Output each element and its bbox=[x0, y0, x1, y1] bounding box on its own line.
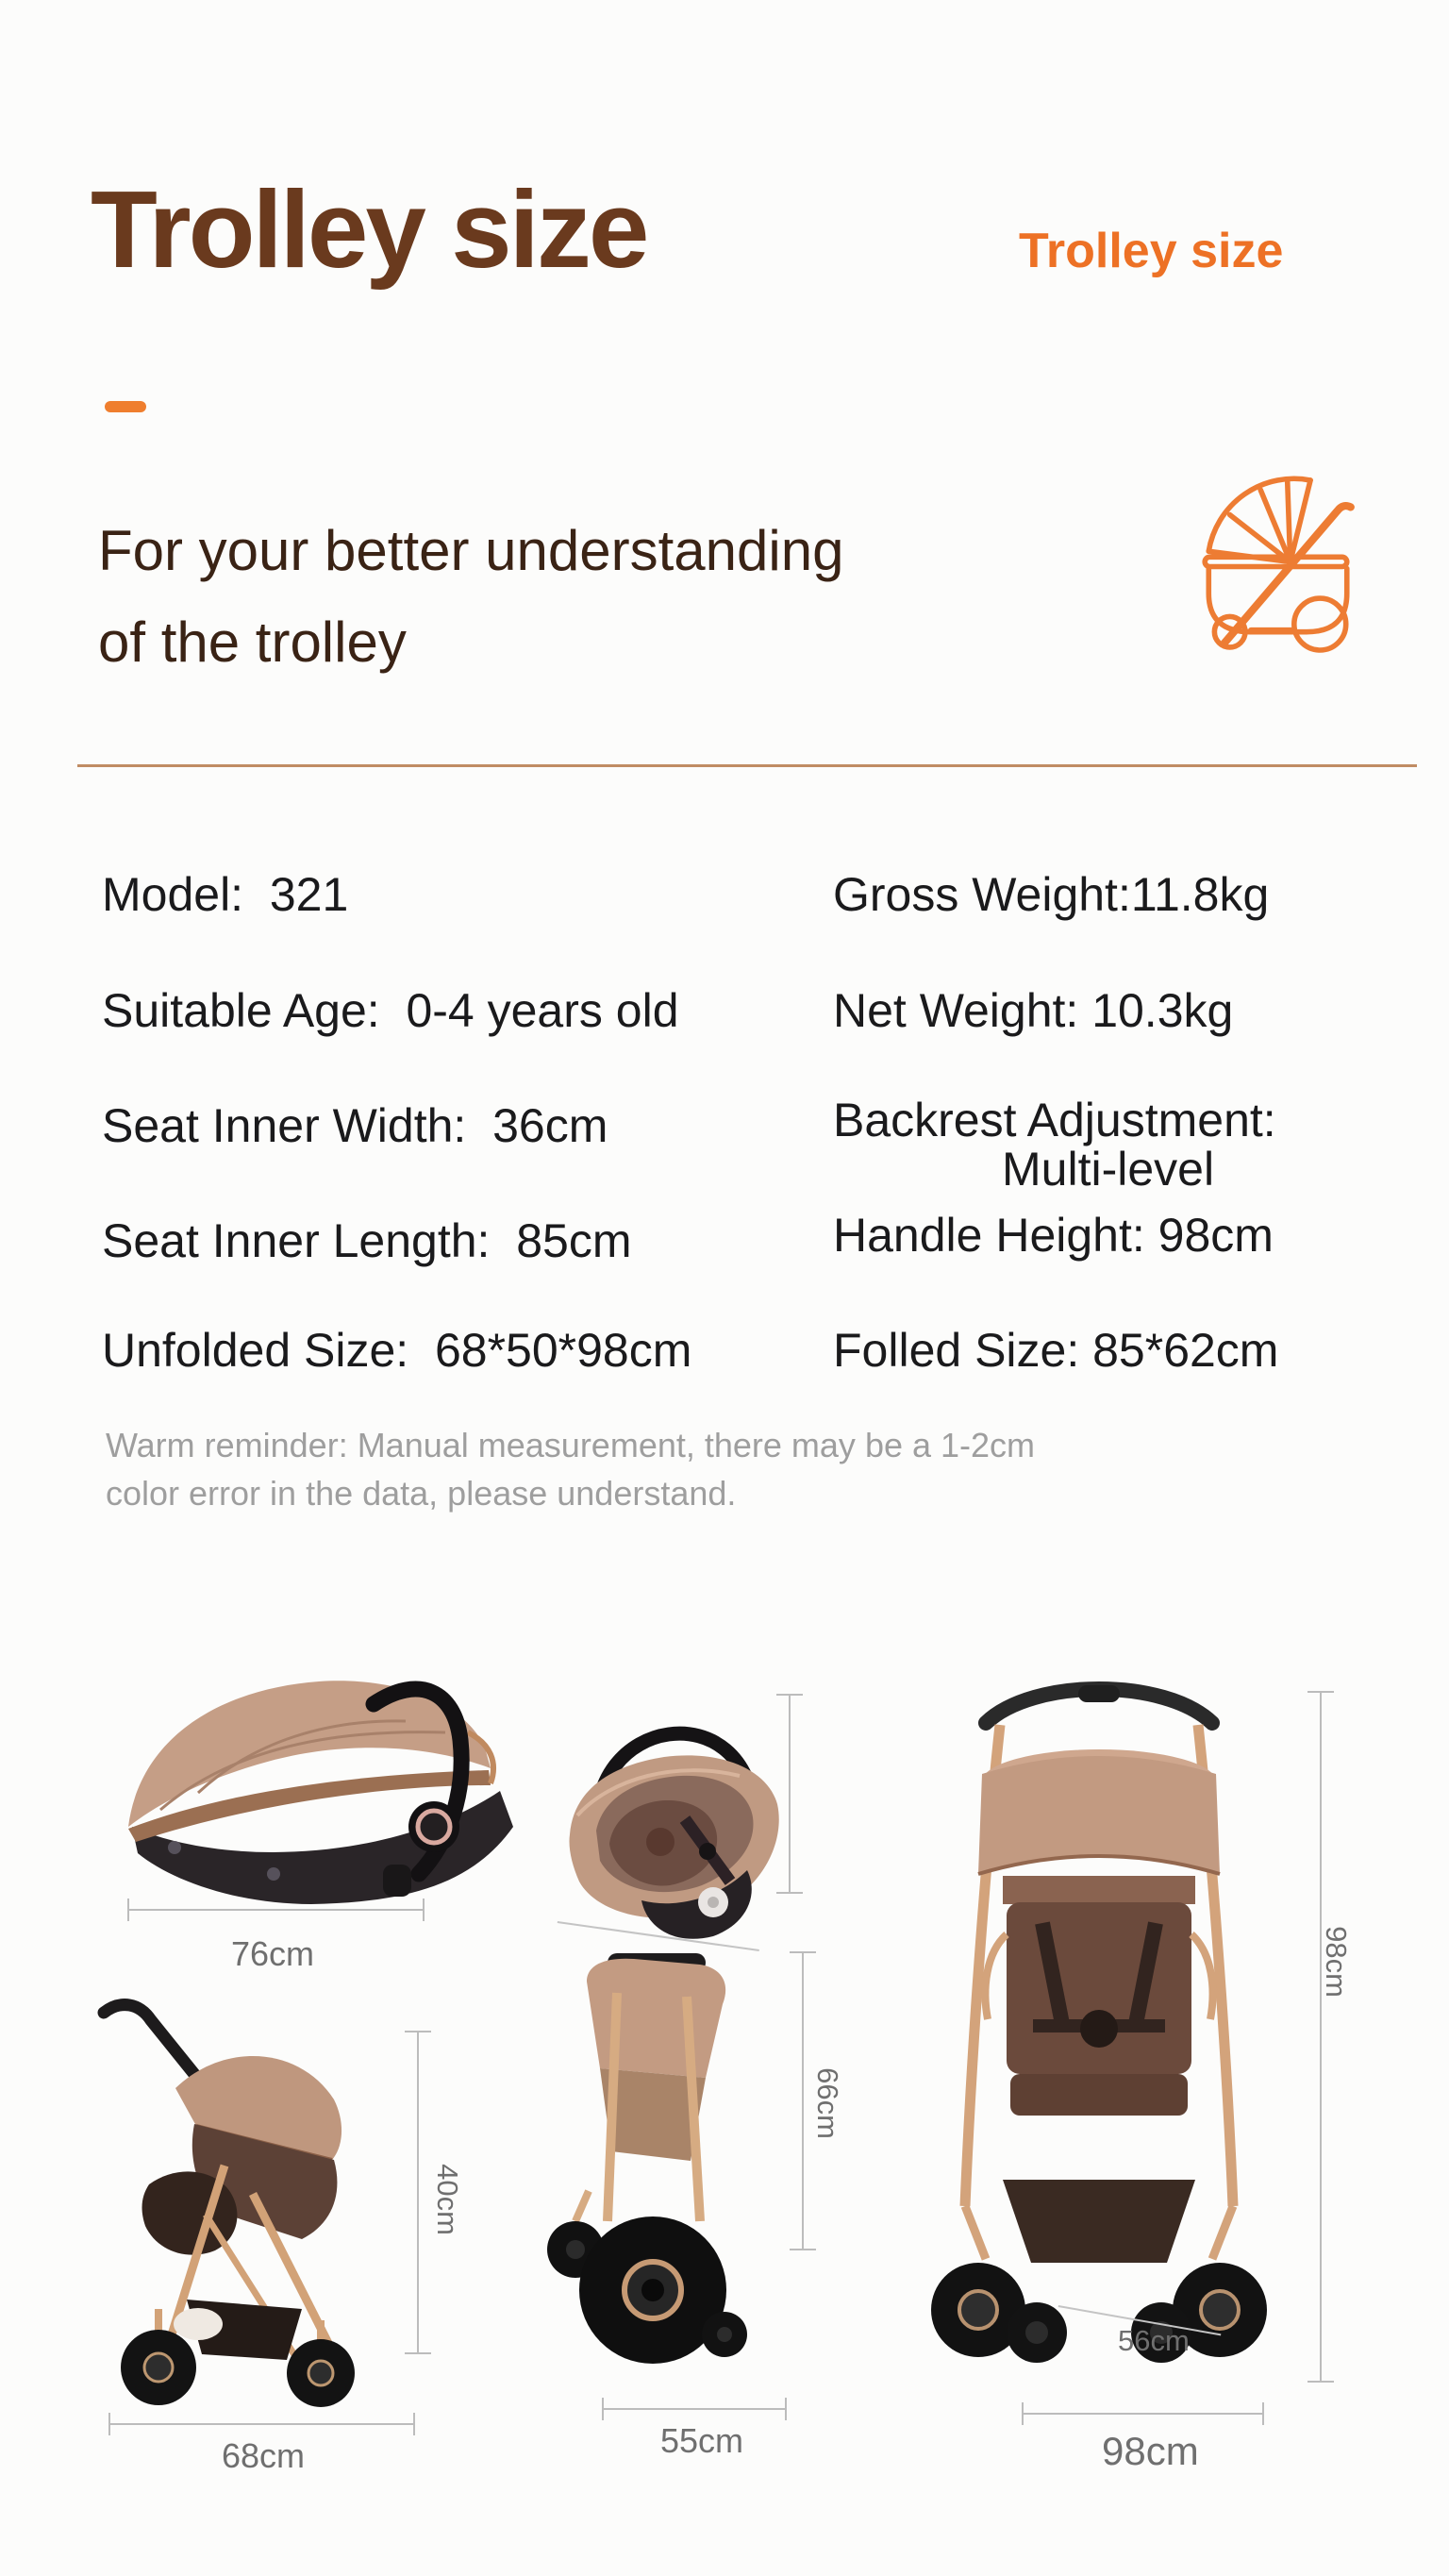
dim-line-carseat-open-height bbox=[789, 1694, 791, 1894]
subtitle-line-1: For your better understanding bbox=[98, 519, 844, 582]
dim-line-front-height bbox=[1320, 1691, 1322, 2383]
spec-backrest-value: Multi-level bbox=[1002, 1143, 1215, 1196]
spec-net-weight: Net Weight: 10.3kg bbox=[833, 984, 1234, 1037]
dim-line-folded-height bbox=[802, 1951, 804, 2250]
dim-label-front-track: 56cm bbox=[1118, 2324, 1190, 2357]
corner-title: Trolley size bbox=[1019, 224, 1284, 278]
page-title: Trolley size bbox=[91, 168, 647, 291]
carseat-open-photo bbox=[555, 1649, 792, 1951]
section-divider bbox=[77, 764, 1417, 767]
dim-line-side-height bbox=[417, 2031, 419, 2354]
pram-icon bbox=[1193, 470, 1361, 663]
dim-label-carseat-width: 76cm bbox=[231, 1934, 315, 1973]
spec-backrest: Backrest Adjustment: bbox=[833, 1094, 1276, 1146]
dim-label-folded-height: 66cm bbox=[810, 2067, 844, 2139]
dim-label-front-height: 98cm bbox=[1319, 1926, 1353, 1998]
stroller-side-photo bbox=[64, 1967, 415, 2430]
dim-label-side-height: 40cm bbox=[430, 2164, 464, 2235]
spec-seat-width: Seat Inner Width: 36cm bbox=[102, 1099, 608, 1152]
spec-gross-weight: Gross Weight:11.8kg bbox=[833, 868, 1270, 921]
spec-unfolded-size: Unfolded Size: 68*50*98cm bbox=[102, 1324, 692, 1377]
spec-folded-size: Folled Size: 85*62cm bbox=[833, 1324, 1279, 1377]
subtitle-line-2: of the trolley bbox=[98, 611, 407, 675]
stroller-folded-photo bbox=[521, 1936, 787, 2399]
dim-label-folded-length: 55cm bbox=[660, 2421, 744, 2460]
subtitle bbox=[98, 505, 843, 688]
stroller-front-photo bbox=[920, 1649, 1278, 2404]
carseat-canopy-photo bbox=[94, 1642, 547, 1930]
spec-age: Suitable Age: 0-4 years old bbox=[102, 984, 679, 1037]
spec-model: Model: 321 bbox=[102, 868, 349, 921]
warm-reminder bbox=[106, 1421, 1035, 1517]
spec-seat-length: Seat Inner Length: 85cm bbox=[102, 1214, 632, 1267]
dim-label-side-length: 68cm bbox=[222, 2436, 306, 2475]
dim-line-front-width bbox=[1022, 2413, 1264, 2415]
accent-dash bbox=[105, 401, 146, 412]
dim-line-side-length bbox=[108, 2423, 415, 2425]
reminder-line-2: color error in the data, please understand. bbox=[106, 1474, 737, 1514]
reminder-line-1: Warm reminder: Manual measurement, there may be a 1-2cm bbox=[106, 1426, 1036, 1464]
dim-line-carseat-width bbox=[127, 1909, 425, 1911]
dim-label-front-width: 98cm bbox=[1102, 2429, 1199, 2473]
spec-handle-height: Handle Height: 98cm bbox=[833, 1209, 1274, 1262]
dim-line-folded-length bbox=[602, 2408, 787, 2410]
